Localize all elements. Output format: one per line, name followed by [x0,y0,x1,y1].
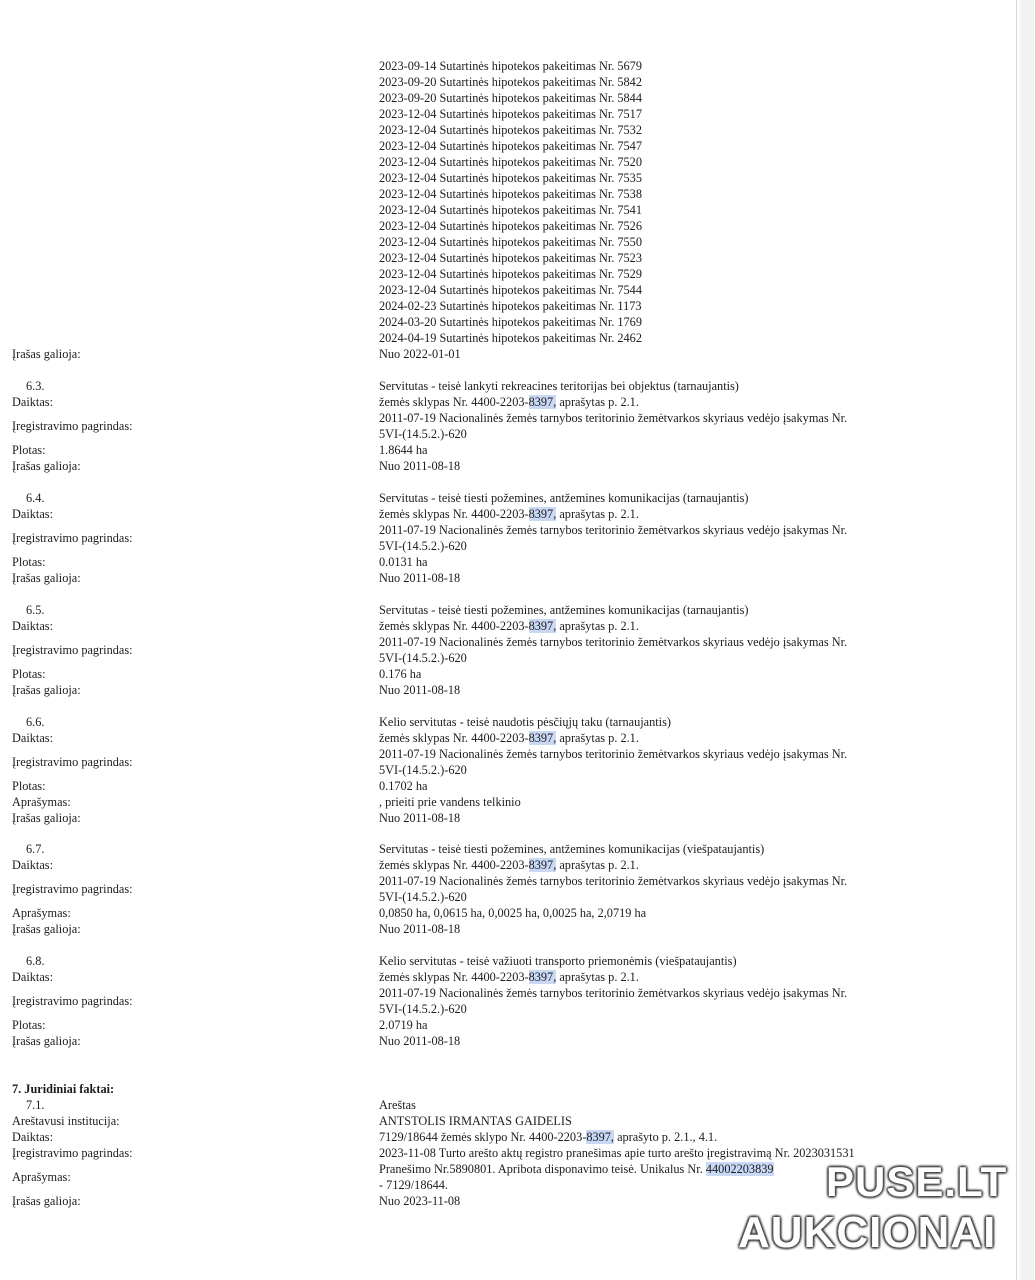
highlighted-text: 8397, [528,970,557,984]
daiktas-value: žemės sklypas Nr. 4400-2203-8397, aprašytas p. 2.1. [379,619,639,633]
galioja-value: Nuo 2011-08-18 [379,1034,461,1048]
plotas-label: Plotas: [12,443,46,457]
aprasymas-label: Aprašymas: [12,906,71,920]
section-number: 6.6. [26,715,45,729]
daiktas-value: žemės sklypas Nr. 4400-2203-8397, aprašytas p. 2.1. [379,970,639,984]
highlighted-text: 8397, [586,1130,614,1144]
galioja-label: Įrašas galioja: [12,1034,81,1048]
galioja-value: Nuo 2023-11-08 [379,1194,461,1208]
galioja-label: Įrašas galioja: [12,922,81,936]
pagrindas-value: 2023-11-08 Turto arešto aktų registro pranešimas apie turto arešto įregistravimą Nr. 2023031531 [379,1146,855,1160]
pagrindas-line-1: 2011-07-19 Nacionalinės žemės tarnybos teritorinio žemėtvarkos skyriaus vedėjo įsakymas Nr. [379,874,848,888]
plotas-label: Plotas: [12,1018,46,1032]
plotas-label: Plotas: [12,667,46,681]
pagrindas-label: Įregistravimo pagrindas: [12,419,133,433]
daiktas-label: Daiktas: [12,858,53,872]
section-number: 6.5. [26,603,45,617]
galioja-label: Įrašas galioja: [12,1194,81,1208]
list-item: 2024-04-19 Sutartinės hipotekos pakeitimas Nr. 2462 [379,331,642,345]
hypotheca-validity-value: Nuo 2022-01-01 [379,347,461,361]
list-item: 2023-12-04 Sutartinės hipotekos pakeitimas Nr. 7529 [379,267,642,281]
galioja-label: Įrašas galioja: [12,571,81,585]
servitute-title: Kelio servitutas - teisė naudotis pėsčiųjų taku (tarnaujantis) [379,715,671,729]
highlighted-text: 8397, [528,395,557,409]
galioja-value: Nuo 2011-08-18 [379,459,461,473]
servitute-title: Servitutas - teisė tiesti požemines, antžemines komunikacijas (tarnaujantis) [379,603,749,617]
daiktas-label: Daiktas: [12,731,53,745]
watermark-line-2: AUKCIONAI [738,1208,997,1257]
highlighted-text: 44002203839 [705,1162,774,1176]
daiktas-label: Daiktas: [12,619,53,633]
plotas-value: 2.0719 ha [379,1018,428,1032]
servitute-title: Servitutas - teisė tiesti požemines, antžemines komunikacijas (viešpataujantis) [379,842,765,856]
watermark-line-1: PUSE.LT [826,1158,1008,1205]
galioja-value: Nuo 2011-08-18 [379,811,461,825]
list-item: 2023-12-04 Sutartinės hipotekos pakeitimas Nr. 7517 [379,107,642,121]
list-item: 2023-12-04 Sutartinės hipotekos pakeitimas Nr. 7520 [379,155,642,169]
daiktas-label: Daiktas: [12,395,53,409]
list-item: 2023-12-04 Sutartinės hipotekos pakeitimas Nr. 7523 [379,251,642,265]
servitute-title: Servitutas - teisė tiesti požemines, antžemines komunikacijas (tarnaujantis) [379,491,749,505]
galioja-value: Nuo 2011-08-18 [379,571,461,585]
pagrindas-label: Įregistravimo pagrindas: [12,994,133,1008]
juridical-heading: 7. Juridiniai faktai: [12,1082,115,1096]
list-item: 2023-09-14 Sutartinės hipotekos pakeitimas Nr. 5679 [379,59,642,73]
pagrindas-line-1: 2011-07-19 Nacionalinės žemės tarnybos teritorinio žemėtvarkos skyriaus vedėjo įsakymas Nr. [379,635,848,649]
page-edge-line [1016,0,1017,1280]
section-number: 6.8. [26,954,45,968]
galioja-value: Nuo 2011-08-18 [379,922,461,936]
pagrindas-line-2: 5VI-(14.5.2.)-620 [379,1002,467,1016]
list-item: 2023-12-04 Sutartinės hipotekos pakeitimas Nr. 7541 [379,203,642,217]
list-item: 2023-12-04 Sutartinės hipotekos pakeitimas Nr. 7532 [379,123,642,137]
aprasymas-line-2: - 7129/18644. [379,1178,448,1192]
list-item: 2023-12-04 Sutartinės hipotekos pakeitimas Nr. 7538 [379,187,642,201]
plotas-label: Plotas: [12,779,46,793]
pagrindas-label: Įregistravimo pagrindas: [12,882,133,896]
highlighted-text: 8397, [528,731,557,745]
galioja-label: Įrašas galioja: [12,683,81,697]
pagrindas-line-1: 2011-07-19 Nacionalinės žemės tarnybos teritorinio žemėtvarkos skyriaus vedėjo įsakymas Nr. [379,411,848,425]
juridical-title: Areštas [379,1098,416,1112]
aprasymas-line-1: Pranešimo Nr.5890801. Apribota disponavimo teisė. Unikalus Nr. 44002203839 [379,1162,774,1176]
institucija-label: Areštavusi institucija: [12,1114,120,1128]
daiktas-label: Daiktas: [12,507,53,521]
pagrindas-line-2: 5VI-(14.5.2.)-620 [379,427,467,441]
section-number: 6.4. [26,491,45,505]
servitute-title: Kelio servitutas - teisė važiuoti transporto priemonėmis (viešpataujantis) [379,954,737,968]
daiktas-value: žemės sklypas Nr. 4400-2203-8397, aprašytas p. 2.1. [379,507,639,521]
plotas-label: Plotas: [12,555,46,569]
highlighted-text: 8397, [528,507,557,521]
highlighted-text: 8397, [528,619,557,633]
pagrindas-line-2: 5VI-(14.5.2.)-620 [379,763,467,777]
pagrindas-label: Įregistravimo pagrindas: [12,755,133,769]
pagrindas-label: Įregistravimo pagrindas: [12,643,133,657]
list-item: 2024-03-20 Sutartinės hipotekos pakeitimas Nr. 1769 [379,315,642,329]
list-item: 2023-12-04 Sutartinės hipotekos pakeitimas Nr. 7550 [379,235,642,249]
daiktas-label: Daiktas: [12,1130,53,1144]
aprasymas-value: , prieiti prie vandens telkinio [379,795,521,809]
aprasymas-value: 0,0850 ha, 0,0615 ha, 0,0025 ha, 0,0025 ha, 2,0719 ha [379,906,647,920]
pagrindas-label: Įregistravimo pagrindas: [12,1146,133,1160]
daiktas-value: 7129/18644 žemės sklypo Nr. 4400-2203-8397, aprašyto p. 2.1., 4.1. [379,1130,718,1144]
pagrindas-line-2: 5VI-(14.5.2.)-620 [379,651,467,665]
institucija-value: ANTSTOLIS IRMANTAS GAIDELIS [379,1114,572,1128]
daiktas-label: Daiktas: [12,970,53,984]
list-item: 2023-12-04 Sutartinės hipotekos pakeitimas Nr. 7544 [379,283,642,297]
aprasymas-label: Aprašymas: [12,795,71,809]
plotas-value: 0.176 ha [379,667,422,681]
hypotheca-validity-label: Įrašas galioja: [12,347,81,361]
galioja-label: Įrašas galioja: [12,459,81,473]
galioja-label: Įrašas galioja: [12,811,81,825]
aprasymas-label: Aprašymas: [12,1170,71,1184]
list-item: 2023-12-04 Sutartinės hipotekos pakeitimas Nr. 7547 [379,139,642,153]
plotas-value: 1.8644 ha [379,443,428,457]
daiktas-value: žemės sklypas Nr. 4400-2203-8397, aprašytas p. 2.1. [379,731,639,745]
section-number: 7.1. [26,1098,45,1112]
highlighted-text: 8397, [528,858,557,872]
list-item: 2023-09-20 Sutartinės hipotekos pakeitimas Nr. 5844 [379,91,642,105]
daiktas-value: žemės sklypas Nr. 4400-2203-8397, aprašytas p. 2.1. [379,395,639,409]
servitute-title: Servitutas - teisė lankyti rekreacines teritorijas bei objektus (tarnaujantis) [379,379,739,393]
pagrindas-line-1: 2011-07-19 Nacionalinės žemės tarnybos teritorinio žemėtvarkos skyriaus vedėjo įsakymas Nr. [379,747,848,761]
list-item: 2023-09-20 Sutartinės hipotekos pakeitimas Nr. 5842 [379,75,642,89]
pagrindas-line-1: 2011-07-19 Nacionalinės žemės tarnybos teritorinio žemėtvarkos skyriaus vedėjo įsakymas Nr. [379,986,848,1000]
list-item: 2023-12-04 Sutartinės hipotekos pakeitimas Nr. 7526 [379,219,642,233]
list-item: 2023-12-04 Sutartinės hipotekos pakeitimas Nr. 7535 [379,171,642,185]
pagrindas-line-1: 2011-07-19 Nacionalinės žemės tarnybos teritorinio žemėtvarkos skyriaus vedėjo įsakymas Nr. [379,523,848,537]
scrollbar[interactable] [1020,0,1034,1280]
pagrindas-line-2: 5VI-(14.5.2.)-620 [379,890,467,904]
section-number: 6.3. [26,379,45,393]
daiktas-value: žemės sklypas Nr. 4400-2203-8397, aprašytas p. 2.1. [379,858,639,872]
pagrindas-line-2: 5VI-(14.5.2.)-620 [379,539,467,553]
plotas-value: 0.0131 ha [379,555,428,569]
section-number: 6.7. [26,842,45,856]
galioja-value: Nuo 2011-08-18 [379,683,461,697]
list-item: 2024-02-23 Sutartinės hipotekos pakeitimas Nr. 1173 [379,299,642,313]
plotas-value: 0.1702 ha [379,779,428,793]
pagrindas-label: Įregistravimo pagrindas: [12,531,133,545]
